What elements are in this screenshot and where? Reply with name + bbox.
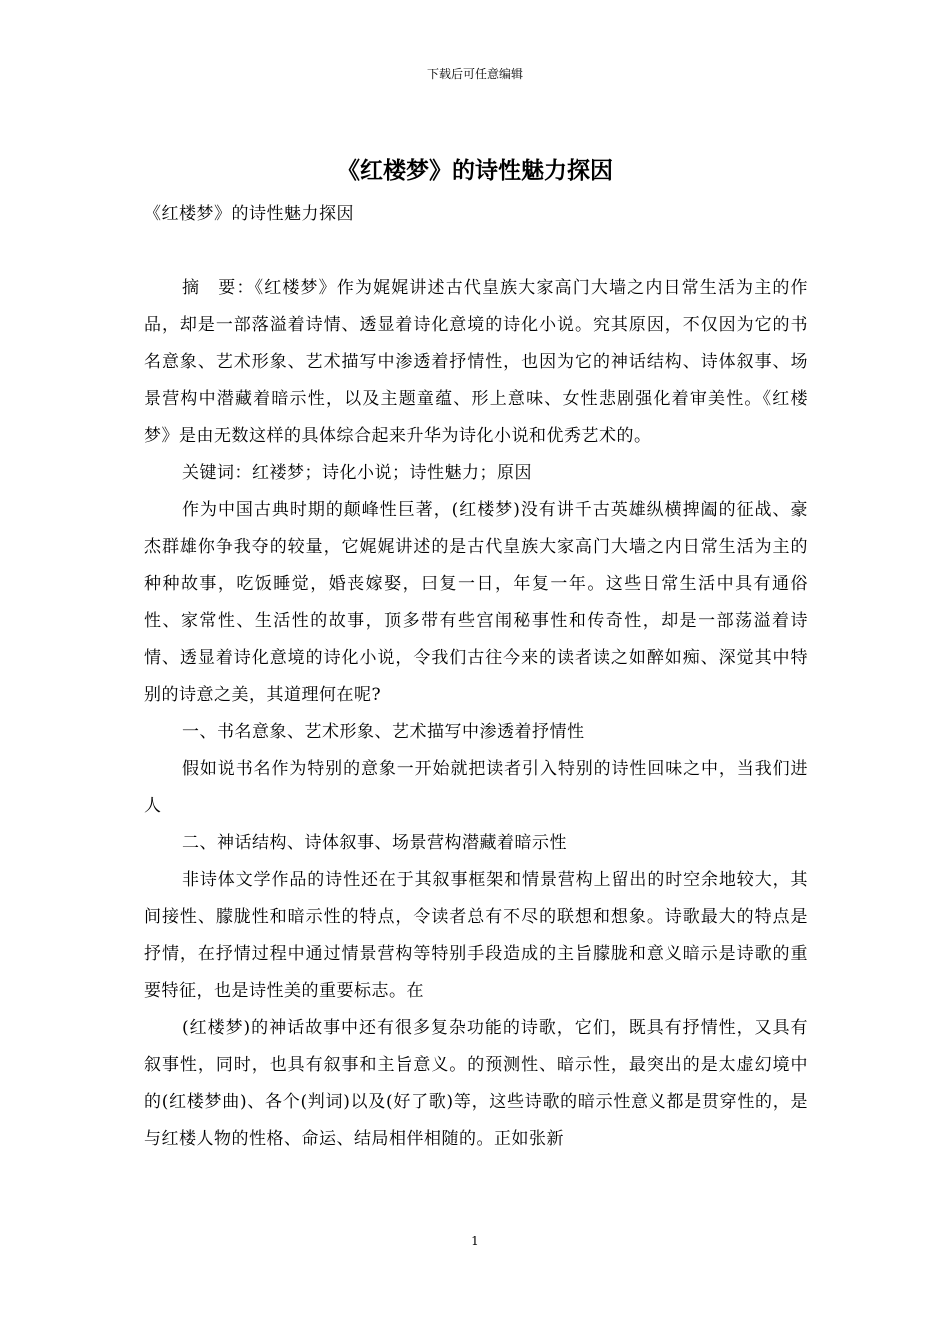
- document-title: 《红楼梦》的诗性魅力探因: [337, 158, 613, 184]
- section-1-paragraph: 假如说书名作为特别的意象一开始就把读者引入特别的诗性回味之中，当我们进人: [144, 759, 808, 816]
- abstract-paragraph: 摘 要：《红楼梦》作为娓娓讲述古代皇族大家高门大墙之内日常生活为主的作品，却是一部落溢着诗情、透显着诗化意境的诗化小说。究其原因，不仅因为它的书名意象、艺术形象、艺术描写中渗透着抒情性，也因为它的神话结构、诗体叙事、场景营构中潜藏着暗示性，以及主题童蕴、形上意味、女性悲剧强化着审美性。《红楼梦》是由无数这样的具体综合起来升华为诗化小说和优秀艺术的。: [144, 278, 808, 446]
- section-2-paragraph-continued: (红楼梦)的神话故事中还有很多复杂功能的诗歌，它们，既具有抒情性，又具有叙事性，同时，也具有叙事和主旨意义。的预测性、暗示性，最突出的是太虚幻境中的(红楼梦曲)、各个(判词)以及(好了歌)等，这些诗歌的暗示性意义都是贯穿性的，是与红楼人物的性格、命运、结局相伴相随的。正如张新: [144, 1018, 808, 1149]
- section-2-paragraph: 非诗体文学作品的诗性还在于其叙事框架和情景营构上留出的时空余地较大，其间接性、朦胧性和暗示性的特点，令读者总有不尽的联想和想象。诗歌最大的特点是抒情，在抒情过程中通过情景营构等特别手段造成的主旨朦胧和意义暗示是诗歌的重要特征，也是诗性美的重要标志。在: [144, 870, 808, 1001]
- intro-paragraph: 作为中国古典时期的颠峰性巨著，(红楼梦)没有讲千古英雄纵横捭阖的征战、豪杰群雄你争我夺的较量，它娓娓讲述的是古代皇族大家高门大墙之内日常生活为主的种种故事，吃饭睡觉，婚丧嫁娶，曰复一日，年复一年。这些日常生活中具有通俗性、家常性、生活性的故事，顶多带有些宫闱秘事性和传奇性，却是一部荡溢着诗情、透显着诗化意境的诗化小说，令我们古往今来的读者读之如醉如痴、深觉其中特别的诗意之美，其道理何在呢?: [144, 500, 808, 705]
- document-body: [144, 196, 808, 1158]
- header-note: 下载后可任意编辑: [426, 67, 523, 81]
- section-heading-2: 二、神话结构、诗体叙事、场景营构潜藏着暗示性: [182, 833, 567, 853]
- keywords-paragraph: 关键词：红褛梦；诗化小说；诗性魅力；原因: [182, 463, 532, 483]
- document-subtitle: 《红楼梦》的诗性魅力探因: [144, 204, 354, 224]
- section-heading-1: 一、书名意象、艺术形象、艺术描写中渗透着抒情性: [182, 722, 585, 742]
- page-number: 1: [471, 1234, 479, 1248]
